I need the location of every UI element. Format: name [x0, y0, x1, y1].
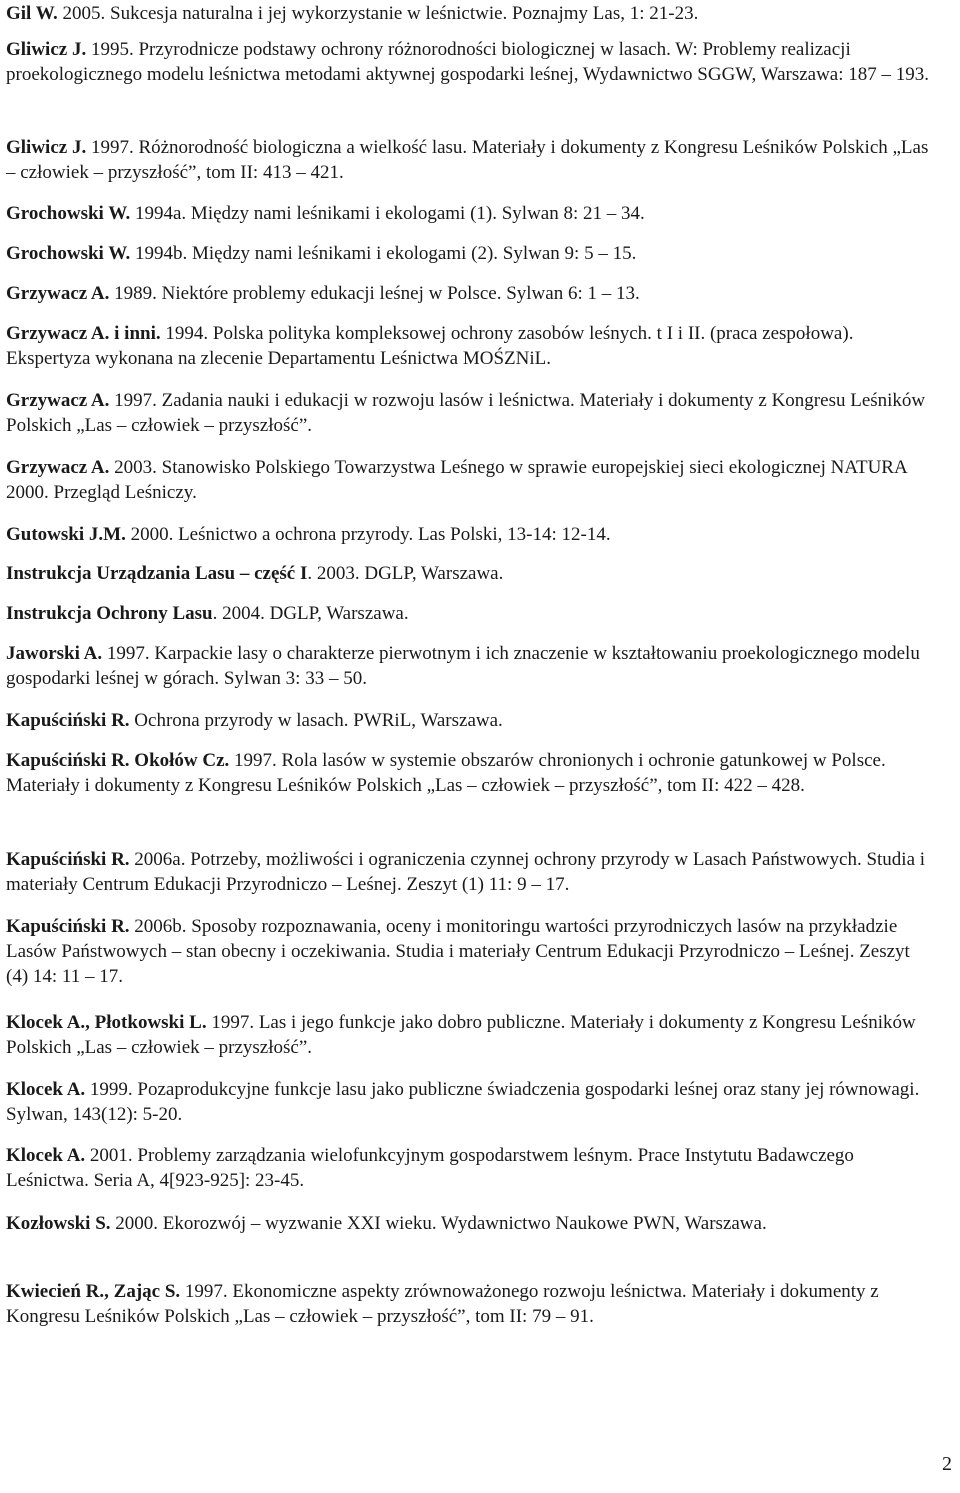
reference-author: Instrukcja Ochrony Lasu	[6, 603, 213, 624]
reference-text: 2006b. Sposoby rozpoznawania, oceny i monitoringu wartości przyrodniczych lasów na przykładzie Lasów Państwowych – stan obecny i oczekiwania. Studia i materiały Centrum Edukacji Przyrodniczo – Leśnej. Zeszyt (4) 14: 11 – 17.	[6, 916, 910, 987]
reference-text: 1997. Rola lasów w systemie obszarów chronionych i ochronie gatunkowej w Polsce. Materiały i dokumenty z Kongresu Leśników Polskich „Las – człowiek – przyszłość”, tom II: 422 – 428.	[6, 750, 886, 796]
reference-author: Kapuściński R.	[6, 916, 130, 937]
reference-author: Klocek A.	[6, 1079, 86, 1100]
reference-entry	[6, 38, 936, 88]
reference-author: Gutowski J.M.	[6, 524, 126, 545]
reference-author: Kozłowski S.	[6, 1213, 111, 1234]
reference-text: . 2004. DGLP, Warszawa.	[212, 603, 409, 624]
reference-text: 1997. Karpackie lasy o charakterze pierwotnym i ich znaczenie w kształtowaniu proekologicznego modelu gospodarki leśnej w górach. Sylwan 3: 33 – 50.	[6, 643, 920, 689]
reference-text: 1989. Niektóre problemy edukacji leśnej w Polsce. Sylwan 6: 1 – 13.	[109, 283, 640, 304]
reference-entry	[6, 242, 936, 267]
reference-text: 1994b. Między nami leśnikami i ekologami (2). Sylwan 9: 5 – 15.	[130, 243, 637, 264]
reference-entry	[6, 456, 936, 506]
reference-entry	[6, 1011, 936, 1061]
reference-entry	[6, 1144, 936, 1194]
reference-entry	[6, 562, 936, 587]
reference-author: Grzywacz A.	[6, 390, 110, 411]
reference-text: 1994a. Między nami leśnikami i ekologami (1). Sylwan 8: 21 – 34.	[130, 203, 645, 224]
reference-text: 1997. Ekonomiczne aspekty zrównoważonego rozwoju leśnictwa. Materiały i dokumenty z Kongresu Leśników Polskich „Las – człowiek – przyszłość”, tom II: 79 – 91.	[6, 1281, 879, 1327]
reference-author: Gliwicz J.	[6, 137, 87, 158]
reference-text: 1997. Las i jego funkcje jako dobro publiczne. Materiały i dokumenty z Kongresu Leśników Polskich „Las – człowiek – przyszłość”.	[6, 1012, 916, 1058]
reference-author: Gliwicz J.	[6, 39, 87, 60]
reference-entry	[6, 1078, 936, 1128]
reference-entry	[6, 322, 936, 372]
reference-text: 1997. Zadania nauki i edukacji w rozwoju lasów i leśnictwa. Materiały i dokumenty z Kongresu Leśników Polskich „Las – człowiek – przyszłość”.	[6, 390, 926, 436]
reference-author: Grzywacz A.	[6, 283, 110, 304]
reference-author: Klocek A.	[6, 1145, 86, 1166]
reference-entry	[6, 282, 936, 307]
reference-text: 2003. Stanowisko Polskiego Towarzystwa Leśnego w sprawie europejskiej sieci ekologicznej NATURA 2000. Przegląd Leśniczy.	[6, 457, 907, 503]
reference-text: 2000. Ekorozwój – wyzwanie XXI wieku. Wydawnictwo Naukowe PWN, Warszawa.	[110, 1213, 767, 1234]
reference-entry	[6, 389, 936, 439]
reference-text: 1994. Polska polityka kompleksowej ochrony zasobów leśnych. t I i II. (praca zespołowa). Ekspertyza wykonana na zlecenie Departamentu Leśnictwa MOŚZNiL.	[6, 323, 854, 369]
reference-entry	[6, 848, 936, 898]
reference-author: Kapuściński R.	[6, 710, 130, 731]
reference-author: Grzywacz A. i inni.	[6, 323, 161, 344]
reference-entry	[6, 2, 936, 27]
reference-author: Jaworski A.	[6, 643, 103, 664]
reference-text: 1999. Pozaprodukcyjne funkcje lasu jako publiczne świadczenia gospodarki leśnej oraz stany jej równowagi. Sylwan, 143(12): 5-20.	[6, 1079, 920, 1125]
reference-entry	[6, 749, 936, 799]
reference-text: 1997. Różnorodność biologiczna a wielkość lasu. Materiały i dokumenty z Kongresu Leśników Polskich „Las – człowiek – przyszłość”, tom II: 413 – 421.	[6, 137, 929, 183]
reference-entry	[6, 523, 936, 548]
reference-author: Klocek A., Płotkowski L.	[6, 1012, 207, 1033]
reference-text: Ochrona przyrody w lasach. PWRiL, Warszawa.	[129, 710, 503, 731]
reference-author: Grzywacz A.	[6, 457, 110, 478]
reference-entry	[6, 709, 936, 734]
reference-author: Kapuściński R.	[6, 849, 130, 870]
reference-entry	[6, 915, 936, 989]
reference-author: Kwiecień R., Zając S.	[6, 1281, 181, 1302]
reference-entry	[6, 602, 936, 627]
reference-entry	[6, 1212, 936, 1237]
reference-entry	[6, 1280, 936, 1330]
reference-entry	[6, 642, 936, 692]
reference-author: Gil W.	[6, 3, 58, 24]
reference-text: 1995. Przyrodnicze podstawy ochrony różnorodności biologicznej w lasach. W: Problemy realizacji proekologicznego modelu leśnictwa metodami aktywnej gospodarki leśnej, Wydawnictwo SGGW, Warszawa: 187 – 193.	[6, 39, 930, 85]
reference-text: . 2003. DGLP, Warszawa.	[307, 563, 504, 584]
reference-text: 2005. Sukcesja naturalna i jej wykorzystanie w leśnictwie. Poznajmy Las, 1: 21-23.	[57, 3, 699, 24]
reference-entry	[6, 202, 936, 227]
reference-author: Instrukcja Urządzania Lasu – część I	[6, 563, 308, 584]
page-number: 2	[942, 1453, 952, 1475]
reference-author: Grochowski W.	[6, 203, 131, 224]
reference-text: 2006a. Potrzeby, możliwości i ograniczenia czynnej ochrony przyrody w Lasach Państwowych. Studia i materiały Centrum Edukacji Przyrodniczo – Leśnej. Zeszyt (1) 11: 9 – 17.	[6, 849, 926, 895]
reference-author: Grochowski W.	[6, 243, 131, 264]
reference-text: 2000. Leśnictwo a ochrona przyrody. Las Polski, 13-14: 12-14.	[125, 524, 611, 545]
reference-text: 2001. Problemy zarządzania wielofunkcyjnym gospodarstwem leśnym. Prace Instytutu Badawczego Leśnictwa. Seria A, 4[923-925]: 23-45.	[6, 1145, 854, 1191]
reference-entry	[6, 136, 936, 186]
reference-author: Kapuściński R. Okołów Cz.	[6, 750, 230, 771]
